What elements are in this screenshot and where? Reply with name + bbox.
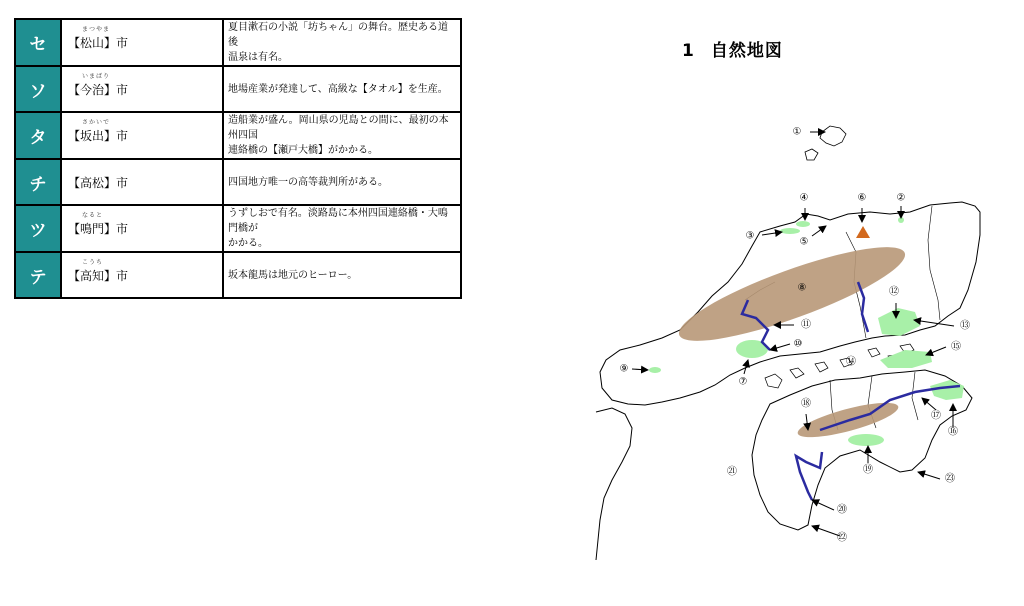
row-key: ツ	[15, 205, 61, 252]
oki-islands	[805, 126, 846, 160]
map-label: ⑦	[738, 376, 748, 388]
description-line: 造船業が盛ん。岡山県の児島との間に、最初の本州四国	[228, 115, 449, 141]
map-label: ㉓	[945, 473, 955, 485]
map-label: ⑨	[619, 363, 629, 375]
map-label: ⑬	[960, 320, 970, 332]
chugoku-mountains	[671, 230, 913, 357]
description-line: 坂本龍馬は地元のヒーロー。	[228, 269, 358, 281]
shimanto-river	[796, 452, 822, 500]
map-label: ⑮	[951, 341, 961, 353]
takahashi-river	[858, 282, 868, 332]
map-title-number: 1	[682, 41, 695, 61]
city-name: 【鳴門】市	[68, 222, 129, 236]
map-title-text: 自然地図	[710, 41, 783, 61]
plain-region	[780, 228, 800, 234]
description-line: かかる。	[228, 238, 268, 249]
map-label: ②	[896, 192, 906, 204]
plain-region	[796, 221, 810, 227]
city-name: 【坂出】市	[68, 129, 129, 143]
map-label: ㉑	[727, 466, 737, 478]
map-label: ⑱	[801, 398, 811, 410]
map-label: ③	[745, 230, 755, 242]
kyushu-landmass	[596, 408, 632, 560]
map-label: ①	[792, 126, 802, 138]
map-label: ⑲	[863, 464, 873, 476]
row-key: ソ	[15, 66, 61, 112]
map-label: ⑳	[837, 504, 847, 516]
city-name: 【今治】市	[68, 82, 129, 97]
description-line: うずしおで有名。淡路島に本州四国連絡橋・大鳴門橋が	[228, 208, 448, 234]
map-label: ⑯	[948, 426, 958, 438]
description-line: 連絡橋の【瀬戸大橋】がかかる。	[228, 145, 378, 156]
map-label: ⑩	[793, 338, 803, 350]
plain-region	[848, 434, 884, 446]
description-line: 四国地方唯一の高等裁判所がある。	[228, 176, 388, 188]
row-key: タ	[15, 112, 61, 159]
city-reading: こうち	[82, 258, 104, 266]
map-label: ⑤	[799, 236, 809, 248]
plain-region	[649, 367, 661, 373]
map-label: ⑭	[846, 356, 856, 368]
plain-region	[880, 350, 932, 368]
map-labels	[620, 127, 970, 544]
row-key: セ	[15, 19, 61, 66]
volcano-icon	[856, 226, 870, 238]
row-key: チ	[15, 159, 61, 205]
map-label: ⑧	[797, 282, 807, 294]
city-reading: なると	[82, 212, 104, 219]
description-line: 地場産業が発達して、高級な【タオル】を生産。	[228, 83, 448, 95]
description-line: 夏目漱石の小説「坊ちゃん」の舞台。歴史ある道後	[228, 22, 448, 48]
map-label: ⑫	[889, 286, 899, 298]
city-name: 【松山】市	[68, 36, 129, 50]
city-reading: まつやま	[82, 26, 111, 33]
city-name: 【高知】市	[68, 268, 129, 283]
city-reading: いまばり	[82, 72, 111, 80]
map-label: ⑥	[857, 192, 867, 204]
city-name: 【高松】市	[68, 175, 129, 190]
map-label: ⑪	[801, 319, 811, 331]
description-line: 温泉は有名。	[228, 52, 288, 63]
row-key: テ	[15, 252, 61, 298]
map-label: ⑰	[931, 410, 941, 422]
city-reading: さかいで	[82, 119, 111, 126]
map-label: ㉒	[837, 532, 847, 544]
map-label: ④	[799, 192, 809, 204]
